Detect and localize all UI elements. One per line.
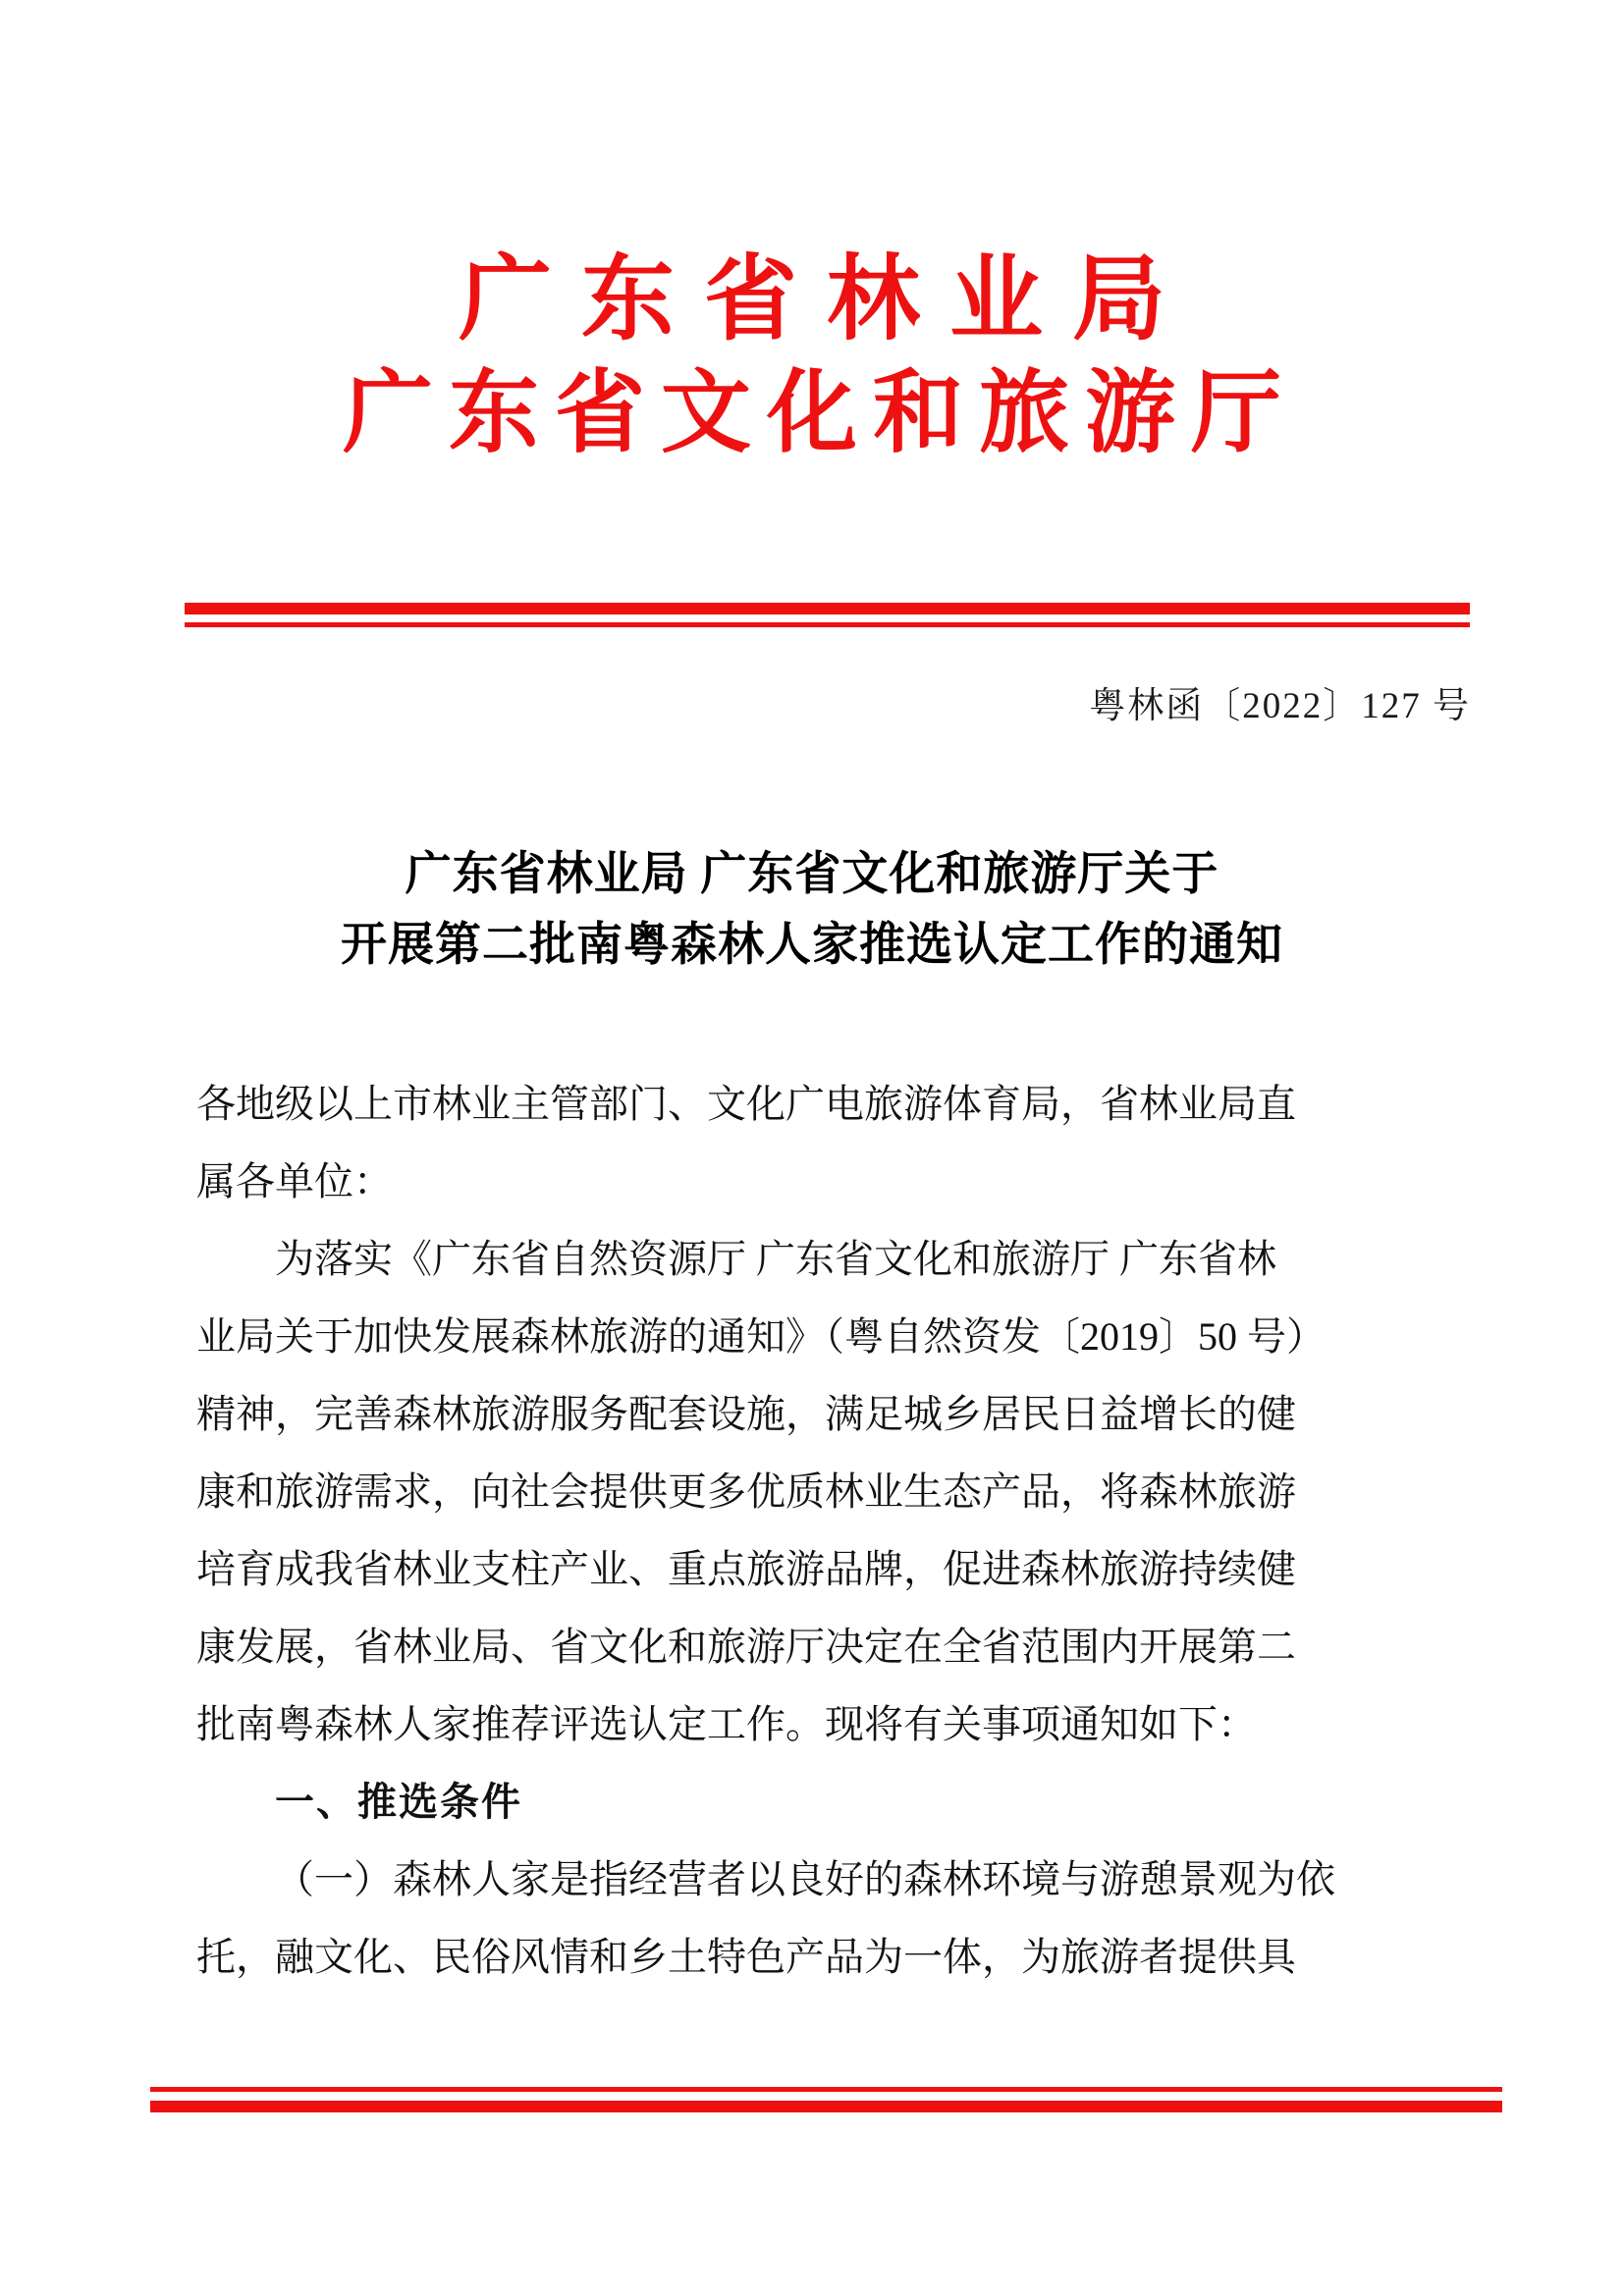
section-heading-1: 一、推选条件 <box>275 1780 522 1824</box>
divider-gap <box>185 614 1470 622</box>
header-divider-top <box>185 603 1470 627</box>
salutation-line-2: 属各单位： <box>196 1159 393 1203</box>
title-line-2: 开展第二批南粤森林人家推选认定工作的通知 <box>341 920 1283 971</box>
masthead <box>0 247 1624 463</box>
paragraph-1-line-3: 精神，完善森林旅游服务配套设施，满足城乡居民日益增长的健 <box>196 1392 1296 1436</box>
paragraph-1-line-2: 业局关于加快发展森林旅游的通知》（粤自然资发〔2019〕50 号） <box>196 1314 1326 1359</box>
salutation <box>196 1065 1470 1220</box>
page-title <box>157 839 1467 981</box>
footer-divider-bottom <box>150 2087 1502 2112</box>
footer-divider-gap <box>150 2092 1502 2101</box>
paragraph-1-line-5: 培育成我省林业支柱产业、重点旅游品牌，促进森林旅游持续健 <box>196 1547 1296 1591</box>
paragraph-1-line-7: 批南粤森林人家推荐评选认定工作。现将有关事项通知如下： <box>196 1702 1257 1746</box>
divider-thick-line <box>185 603 1470 614</box>
document-number: 粤林函〔2022〕127 号 <box>1089 686 1471 726</box>
document-body <box>196 1065 1470 1996</box>
salutation-line-1: 各地级以上市林业主管部门、文化广电旅游体育局，省林业局直 <box>196 1082 1296 1126</box>
paragraph-1-line-1: 为落实《广东省自然资源厅 广东省文化和旅游厅 广东省林 <box>275 1237 1276 1281</box>
masthead-line-2: 广东省文化和旅游厅 <box>342 363 1297 463</box>
title-line-1: 广东省林业局 广东省文化和旅游厅关于 <box>405 849 1219 900</box>
masthead-line-1: 广东省林业局 <box>458 247 1195 351</box>
divider-thin-line <box>185 622 1470 627</box>
paragraph-2-line-2: 托，融文化、民俗风情和乡土特色产品为一体，为旅游者提供具 <box>196 1935 1296 1979</box>
paragraph-2 <box>196 1841 1470 1996</box>
paragraph-1-line-4: 康和旅游需求，向社会提供更多优质林业生态产品，将森林旅游 <box>196 1469 1296 1514</box>
footer-divider-thick-line <box>150 2101 1502 2112</box>
paragraph-1-line-6: 康发展，省林业局、省文化和旅游厅决定在全省范围内开展第二 <box>196 1625 1296 1669</box>
paragraph-2-line-1: （一）森林人家是指经营者以良好的森林环境与游憩景观为依 <box>275 1857 1335 1901</box>
paragraph-1 <box>196 1220 1470 1763</box>
